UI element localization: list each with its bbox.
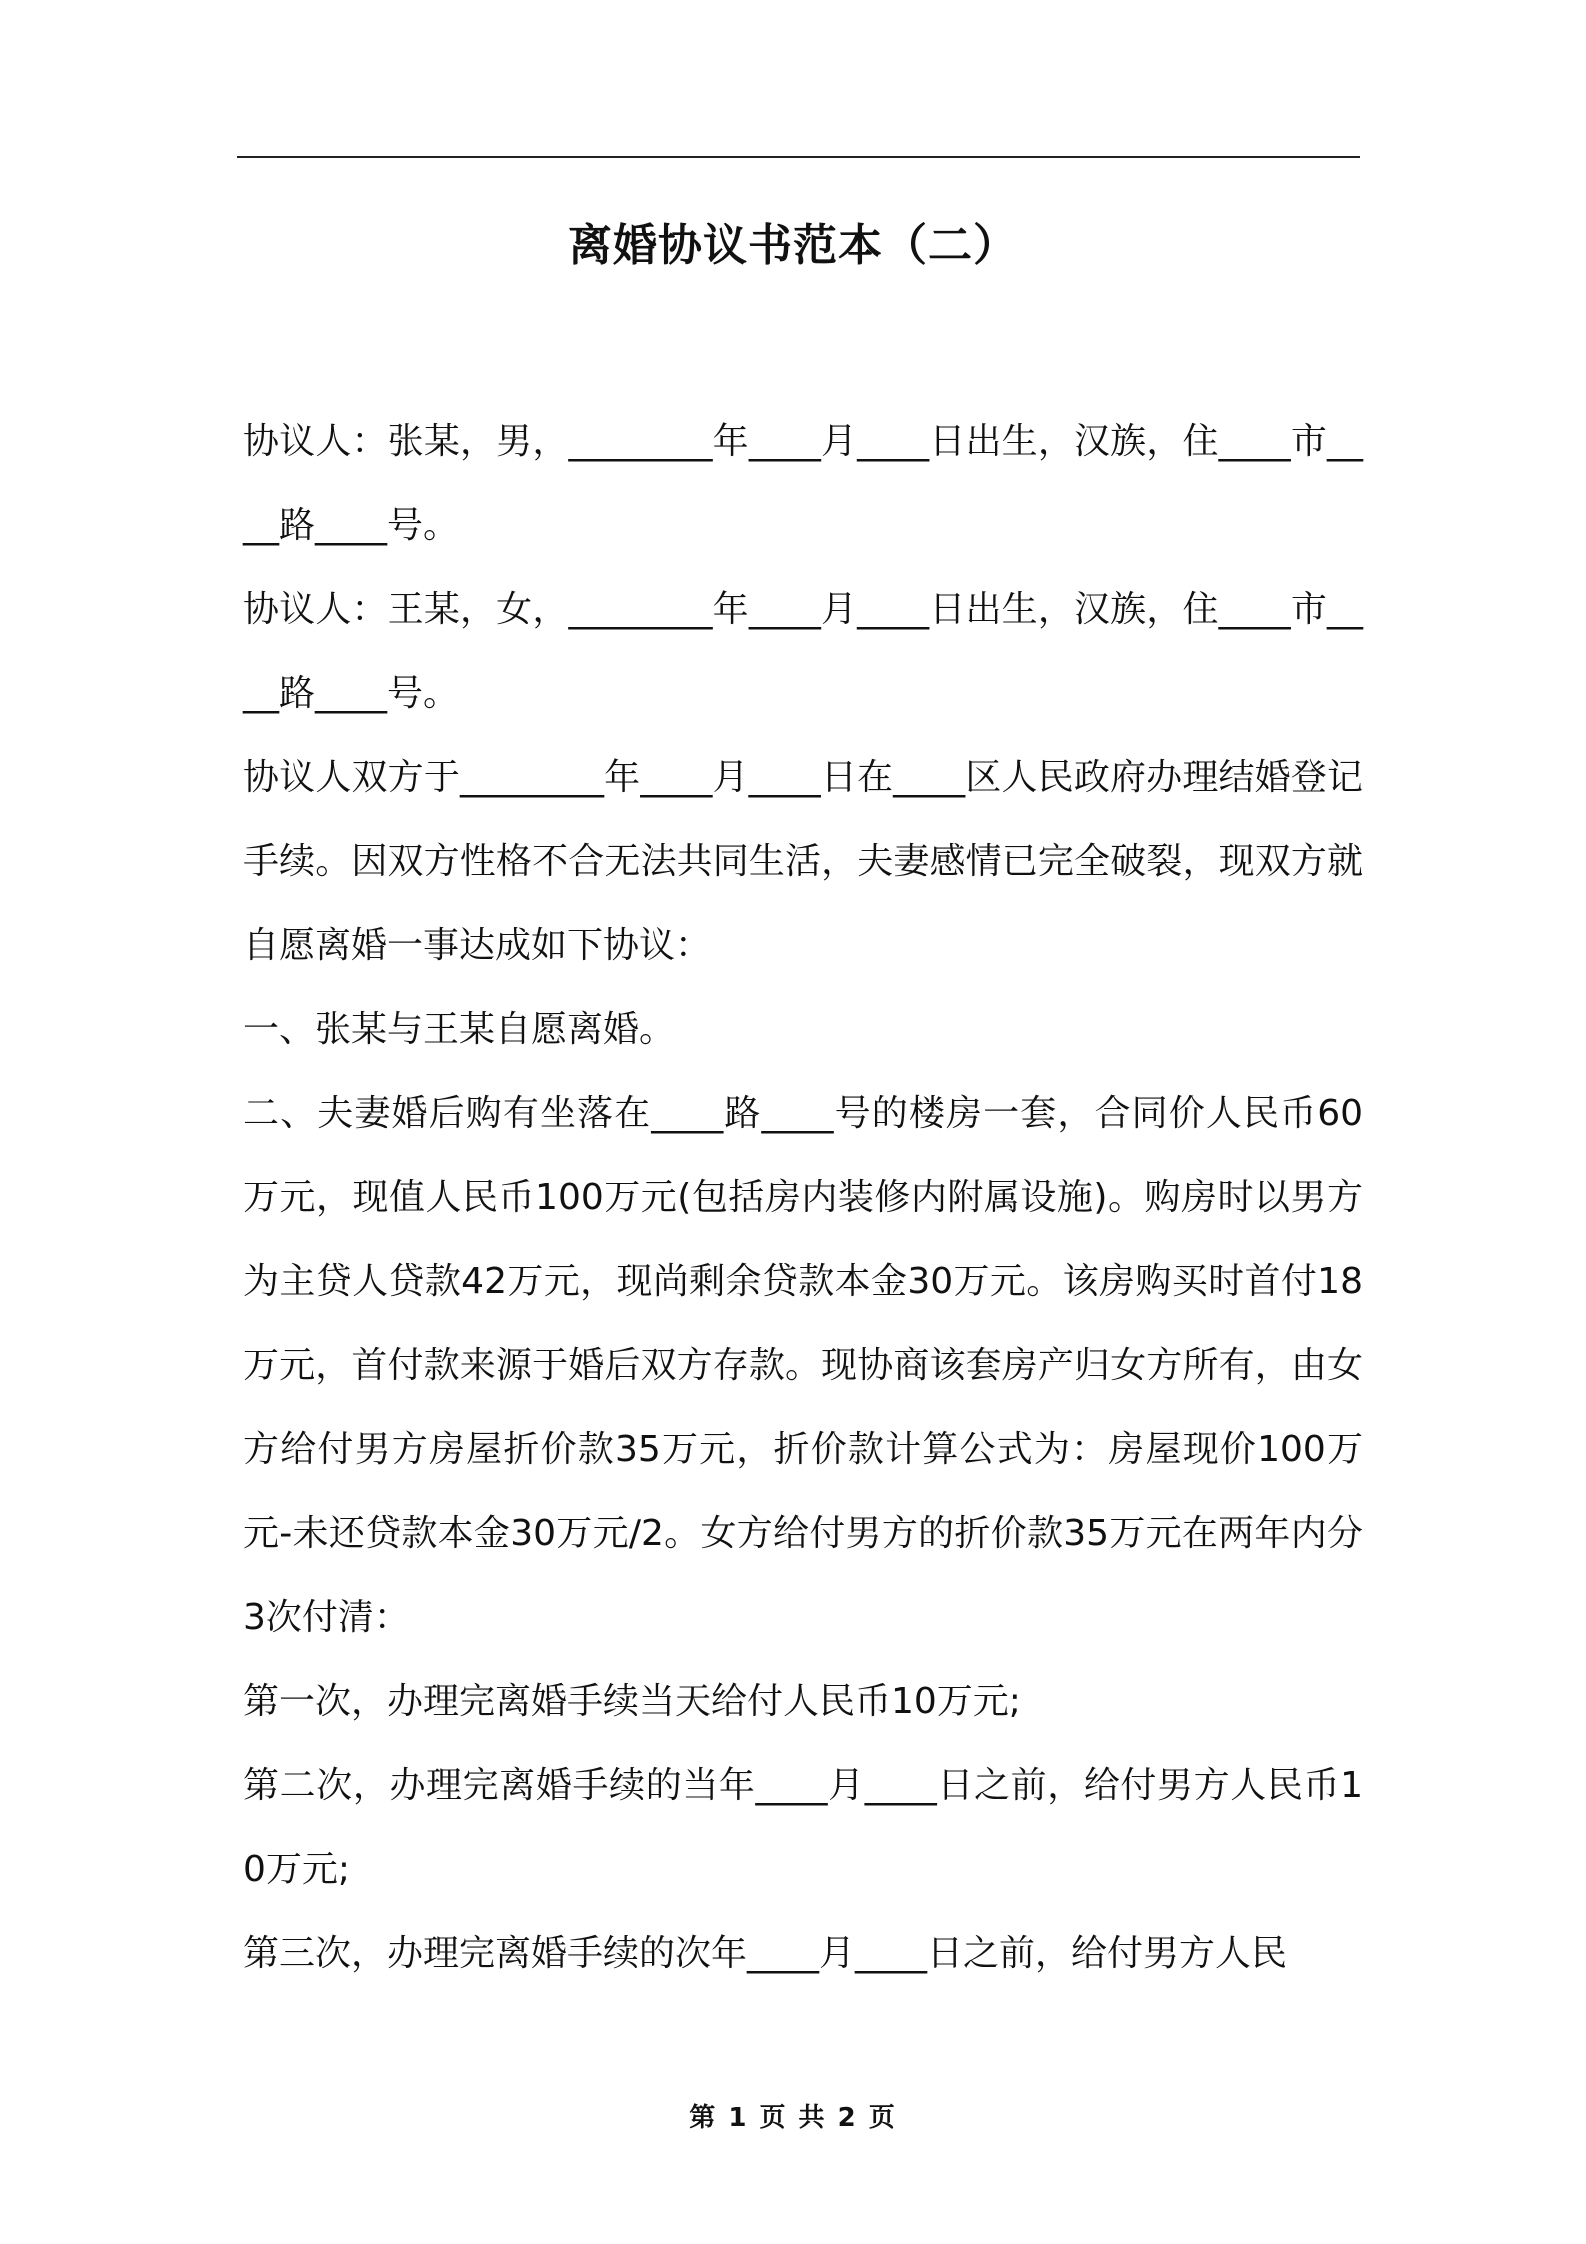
party-b-paragraph: 协议人：王某，女，________年____月____日出生，汉族，住____市____路____号。 <box>243 589 1363 714</box>
payment-1-paragraph: 第一次，办理完离婚手续当天给付人民币10万元; <box>243 1681 1021 1722</box>
page-footer: 第 1 页 共 2 页 <box>689 2103 897 2133</box>
party-a-paragraph: 协议人：张某，男，________年____月____日出生，汉族，住____市____路____号。 <box>243 421 1363 546</box>
clause-2-paragraph: 二、夫妻婚后购有坐落在____路____号的楼房一套，合同价人民币60万元，现值人民币100万元(包括房内装修内附属设施)。购房时以男方为主贷人贷款42万元，现尚剩余贷款本金30万元。该房购买时首付18万元，首付款来源于婚后双方存款。现协商该套房产归女方所有，由女方给付男方房屋折价款35万元，折价款计算公式为：房屋现价100万元-未还贷款本金30万元/2。女方给付男方的折价款35万元在两年内分3次付清： <box>243 1093 1363 1638</box>
payment-2-paragraph: 第二次，办理完离婚手续的当年____月____日之前，给付男方人民币10万元; <box>243 1765 1363 1890</box>
document-title: 离婚协议书范本（二） <box>568 220 1018 271</box>
marriage-background-paragraph: 协议人双方于________年____月____日在____区人民政府办理结婚登记手续。因双方性格不合无法共同生活，夫妻感情已完全破裂，现双方就自愿离婚一事达成如下协议： <box>243 757 1363 966</box>
payment-3-paragraph: 第三次，办理完离婚手续的次年____月____日之前，给付男方人民 <box>243 1933 1288 1974</box>
header-divider <box>237 156 1360 158</box>
clause-1-paragraph: 一、张某与王某自愿离婚。 <box>243 1009 676 1050</box>
document-body <box>243 400 1363 1996</box>
